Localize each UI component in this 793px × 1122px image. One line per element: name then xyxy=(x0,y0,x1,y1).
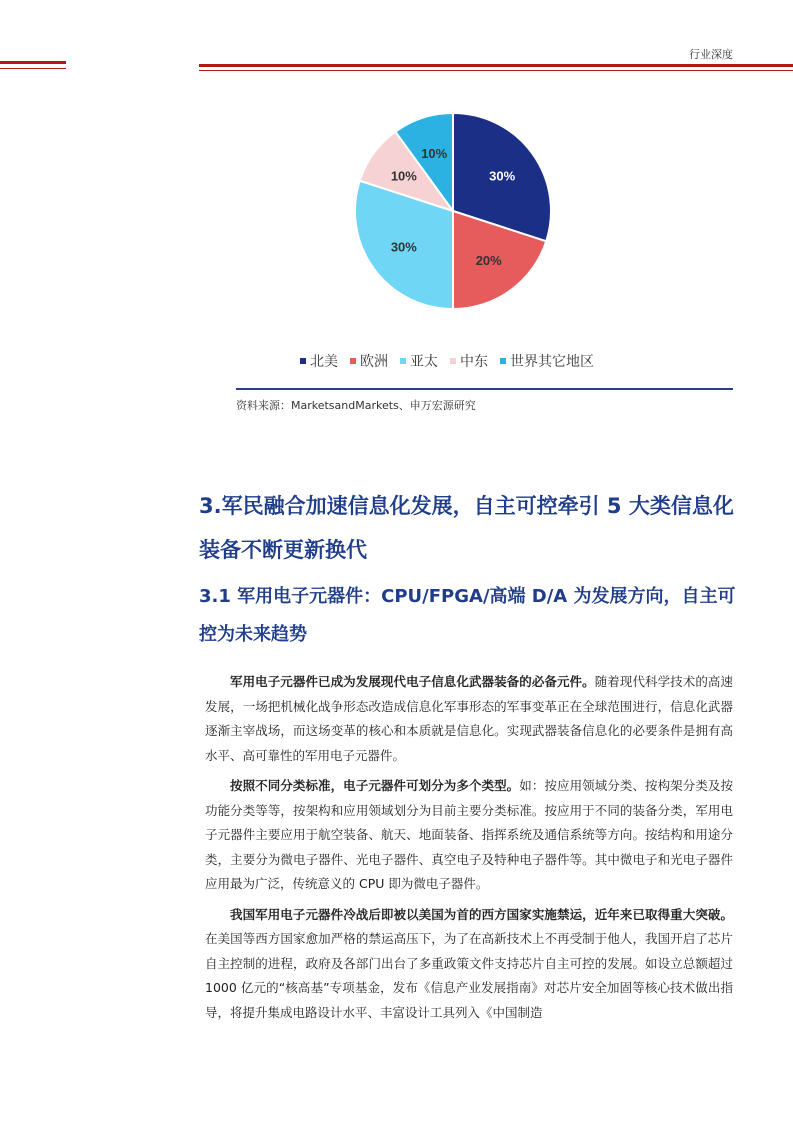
legend-item-2 xyxy=(350,351,388,371)
source-rule xyxy=(236,388,733,390)
chart-legend xyxy=(300,351,594,371)
header-rule-right-bottom xyxy=(199,70,793,71)
paragraph-2-text: 如：按应用领域分类、按构架分类及按功能分类等等，按架构和应用领域划分为目前主要分类标准。按应用于不同的装备分类，军用电子元器件主要应用于航空装备、航天、地面装备、指挥系统及通信系统等方向。按结构和用途分类，主要分为微电子器件、光电子器件、真空电子及特种电子器件等。其中微电子和光电子器件应用最为广泛，传统意义的 CPU 即为微电子器件。 xyxy=(205,778,733,891)
paragraph-3-text: 在美国等西方国家愈加严格的禁运高压下，为了在高新技术上不再受制于他人，我国开启了芯片自主控制的进程，政府及各部门出台了多重政策文件支持芯片自主可控的发展。如设立总额超过 1000 亿元的“核高基”专项基金，发布《信息产业发展指南》对芯片安全加固等核心技术做出指导，将提升集成电路设计水平、丰富设计工具列入《中国制造 xyxy=(205,931,733,1020)
paragraph-3 xyxy=(205,903,733,1026)
legend-swatch-2 xyxy=(350,358,356,364)
pie-chart xyxy=(350,108,556,314)
header-rule-left-top xyxy=(0,61,66,64)
pie-label-2: 20% xyxy=(475,253,502,269)
paragraph-3-lead: 我国军用电子元器件冷战后即被以美国为首的西方国家实施禁运，近年来已取得重大突破。 xyxy=(230,906,733,922)
header-rule-left-bottom xyxy=(0,68,66,69)
legend-label-5: 世界其它地区 xyxy=(510,354,594,370)
pie-label-4: 10% xyxy=(390,168,417,184)
paragraph-1-lead: 军用电子元器件已成为发展现代电子信息化武器装备的必备元件。 xyxy=(230,674,595,689)
legend-swatch-5 xyxy=(500,358,506,364)
paragraph-1 xyxy=(205,670,733,768)
paragraph-2 xyxy=(205,774,733,897)
legend-item-5 xyxy=(500,351,594,371)
legend-swatch-1 xyxy=(300,358,306,364)
legend-swatch-4 xyxy=(450,358,456,364)
paragraph-2-lead: 按照不同分类标准，电子元器件可划分为多个类型。 xyxy=(230,778,520,793)
legend-item-3 xyxy=(400,351,438,371)
pie-label-3: 30% xyxy=(390,239,417,255)
header-label: 行业深度 xyxy=(689,48,733,61)
source-note: 资料来源：MarketsandMarkets、申万宏源研究 xyxy=(236,399,476,412)
legend-swatch-3 xyxy=(400,358,406,364)
legend-label-1: 北美 xyxy=(310,354,338,370)
legend-label-3: 亚太 xyxy=(410,354,438,370)
legend-item-1 xyxy=(300,351,338,371)
legend-label-2: 欧洲 xyxy=(360,354,388,370)
paragraph-1-text: 随着现代科学技术的高速发展，一场把机械化战争形态改造成信息化军事形态的军事变革正在全球范围进行，信息化武器逐渐主宰战场，而这场变革的核心和本质就是信息化。实现武器装备信息化的必要条件是拥有高水平、高可靠性的军用电子元器件。 xyxy=(205,674,733,763)
pie-label-5: 10% xyxy=(421,146,448,162)
body-text xyxy=(205,670,733,1031)
legend-item-4 xyxy=(450,351,488,371)
section-title: 3.军民融合加速信息化发展，自主可控牵引 5 大类信息化装备不断更新换代 xyxy=(199,494,734,562)
legend-label-4: 中东 xyxy=(460,354,488,370)
header-rule-right-top xyxy=(199,64,793,67)
subsection-title: 3.1 军用电子元器件：CPU/FPGA/高端 D/A 为发展方向，自主可控为未来趋势 xyxy=(199,586,736,645)
pie-label-1: 30% xyxy=(489,168,516,184)
